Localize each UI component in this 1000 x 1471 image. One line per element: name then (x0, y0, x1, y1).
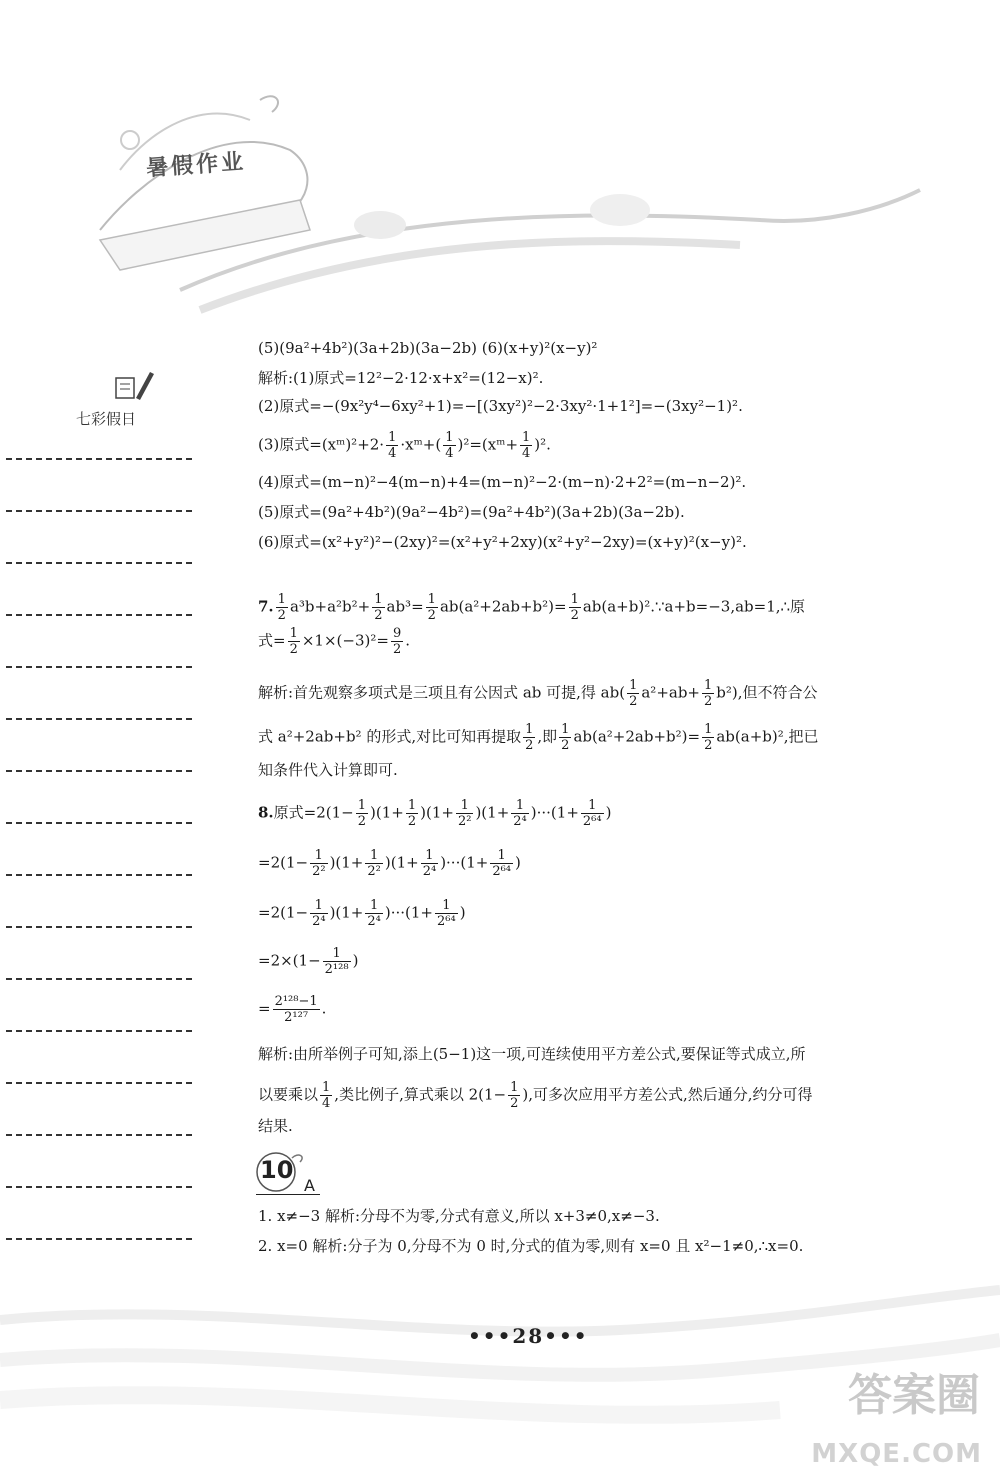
question-8-analysis-2: 以要乘以 $\frac{1}{4}$ ,类比例子,算式乘以 2(1− $\frac{1}{2}$ ),可多次应用平方差公式,然后通分,约分可得 (258, 1080, 813, 1111)
question-7-line-2: 式= $\frac{1}{2}$ ×1×(−3)²= $\frac{9}{2}$ . (258, 626, 410, 657)
header-title: 暑假作业 (145, 149, 247, 182)
note-line (6, 666, 192, 668)
question-7-analysis-2: 式 a²+2ab+b² 的形式,对比可知再提取 $\frac{1}{2}$ ,即 $\frac{1}{2}$ ab(a²+2ab+b²)= $\frac{1}{2}$ ab(a+b)²,把已 (258, 722, 819, 753)
section-10-answer-1: 1. x≠−3 解析:分母不为零,分式有意义,所以 x+3≠0,x≠−3. (258, 1207, 660, 1225)
note-line (6, 1134, 192, 1136)
analysis-4: (4)原式=(m−n)²−4(m−n)+4=(m−n)²−2·(m−n)·2+2²=(m−n−2)². (258, 473, 747, 491)
analysis-5: (5)原式=(9a²+4b²)(9a²−4b²)=(9a²+4b²)(3a+2b)(3a−2b). (258, 503, 685, 521)
section-sublabel: A (304, 1176, 315, 1195)
note-line (6, 874, 192, 876)
note-line (6, 1082, 192, 1084)
analysis-2: (2)原式=−(9x²y⁴−6xy²+1)=−[(3xy²)²−2·3xy²·1+1²]=−(3xy²−1)². (258, 397, 743, 415)
analysis-3: (3)原式=(xᵐ)²+2· $\frac{1}{4}$ ·xᵐ+( $\frac{1}{4}$ )²=(xᵐ+ $\frac{1}{4}$ )². (258, 430, 551, 461)
question-7-line-1: 7. $\frac{1}{2}$ a³b+a²b²+ $\frac{1}{2}$ ab³= $\frac{1}{2}$ ab(a²+2ab+b²)= $\frac{1}{2}$ ab(a+b)².∵a+b=−3,ab=1,∴原 (258, 592, 806, 623)
watermark-logo: 答案圈 (848, 1370, 980, 1421)
note-line (6, 718, 192, 720)
question-8-line-3: =2(1− $\frac{1}{\text{2⁴}}$ )(1+ $\frac{1}{\text{2⁴}}$ )···(1+ $\frac{1}{\text{2⁶⁴}}$ ) (258, 898, 466, 929)
note-line (6, 1238, 192, 1240)
header-decoration (60, 60, 940, 320)
note-line (6, 770, 192, 772)
watermark-url: MXQE.COM (811, 1439, 982, 1469)
sidebar-label: 七彩假日 (76, 410, 137, 428)
analysis-6: (6)原式=(x²+y²)²−(2xy)²=(x²+y²+2xy)(x²+y²−2xy)=(x+y)²(x−y)². (258, 533, 747, 551)
note-line (6, 822, 192, 824)
question-8-line-5: = $\frac{\text{2¹²⁸−1}}{\text{2¹²⁷}}$ . (258, 994, 327, 1025)
section-number: 10 (260, 1156, 294, 1184)
factor-items-5-6: (5)(9a²+4b²)(3a+2b)(3a−2b) (6)(x+y)²(x−y)² (258, 339, 598, 357)
question-8-line-4: =2×(1− $\frac{1}{\text{2¹²⁸}}$ ) (258, 946, 359, 977)
question-8-line-2: =2(1− $\frac{1}{\text{2²}}$ )(1+ $\frac{1}{\text{2²}}$ )(1+ $\frac{1}{\text{2⁴}}$ )···(1+ $\frac{1}{\text{2⁶⁴}}$ ) (258, 848, 521, 879)
note-line (6, 562, 192, 564)
note-line (6, 1186, 192, 1188)
question-8-line-1: 8.原式=2(1− $\frac{1}{2}$ )(1+ $\frac{1}{2}$ )(1+ $\frac{1}{\text{2²}}$ )(1+ $\frac{1}{\text{2⁴}}$ )···(1+ $\frac{1}{\text{2⁶⁴}}$ ) (258, 798, 612, 829)
pencil-notebook-icon (112, 368, 156, 404)
question-7-analysis-1: 解析:首先观察多项式是三项且有公因式 ab 可提,得 ab( $\frac{1}{2}$ a²+ab+ $\frac{1}{2}$ b²),但不符合公 (258, 678, 818, 709)
section-10-answer-2: 2. x=0 解析:分子为 0,分母不为 0 时,分式的值为零,则有 x=0 且 x²−1≠0,∴x=0. (258, 1237, 804, 1255)
page-number: •••28••• (468, 1324, 589, 1348)
question-7-analysis-3: 知条件代入计算即可. (258, 761, 398, 779)
note-line (6, 1030, 192, 1032)
question-8-analysis-3: 结果. (258, 1117, 293, 1135)
note-line (6, 926, 192, 928)
note-line (6, 614, 192, 616)
question-8-analysis-1: 解析:由所举例子可知,添上(5−1)这一项,可连续使用平方差公式,要保证等式成立,所 (258, 1045, 806, 1063)
note-line (6, 458, 192, 460)
note-line (6, 978, 192, 980)
analysis-1: 解析:(1)原式=12²−2·12·x+x²=(12−x)². (258, 369, 544, 387)
note-line (6, 510, 192, 512)
section-rule (256, 1194, 320, 1195)
